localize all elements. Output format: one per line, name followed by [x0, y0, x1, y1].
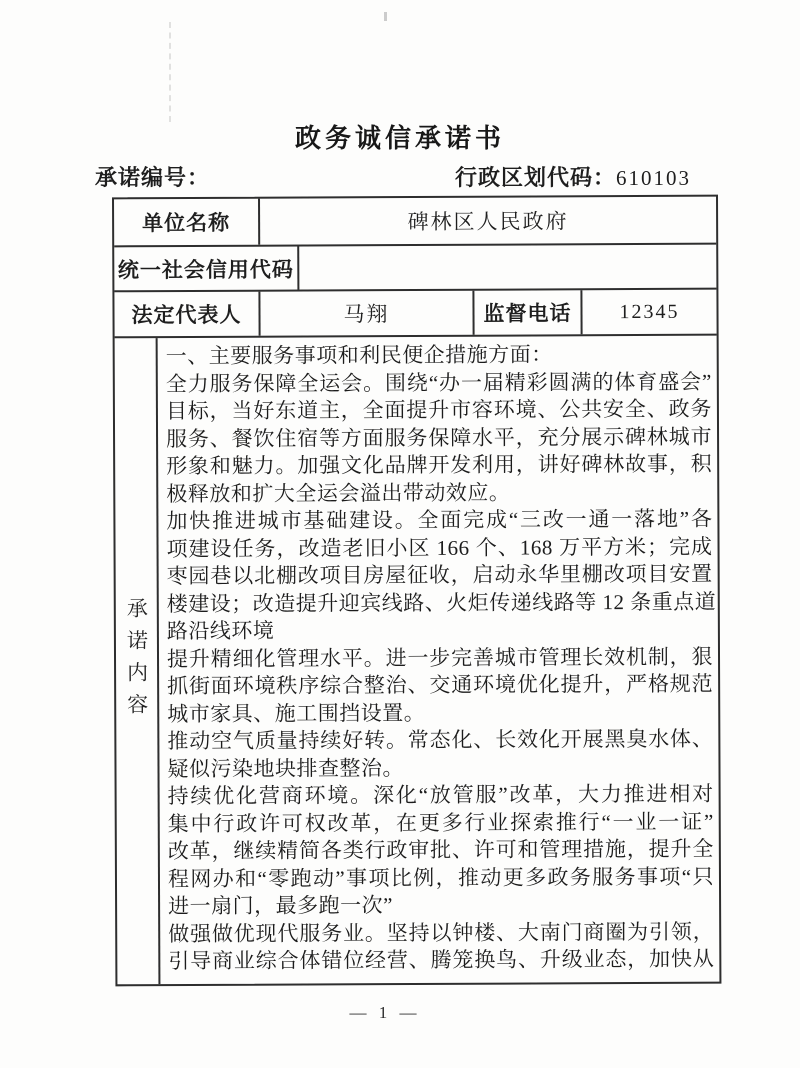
- content-line: 做强做优现代服务业。坚持以钟楼、大南门商圈为引领，: [168, 919, 715, 946]
- commitment-number-label: 承诺编号：: [95, 165, 211, 190]
- content-line: 程网办和“零跑动”事项比例，推动更多政务服务事项“只: [167, 864, 715, 891]
- page-number: — 1 —: [349, 1003, 421, 1022]
- content-line: 极释放和扩大全运会溢出带动效应。: [166, 480, 511, 506]
- legal-representative-value: 马翔: [260, 291, 474, 336]
- content-line: 疑似污染地块排查整治。: [167, 755, 405, 781]
- content-line: 集中行政许可权改革，在更多行业探索推行“一业一证”: [167, 809, 714, 836]
- table-row-legal-representative: [114, 290, 716, 339]
- credit-code-label: 统一社会信用代码: [114, 247, 299, 291]
- content-line: 枣园巷以北棚改项目房屋征收，启动永华里棚改项目安置: [166, 561, 713, 589]
- admin-division-code-value: 610103: [616, 166, 692, 190]
- content-line: 引导商业综合体错位经营、腾笼换鸟、升级业态，加快从: [168, 946, 715, 974]
- commitment-content-label: 承诺内容: [124, 597, 149, 726]
- content-line: 楼建设；改造提升迎宾线路、火炬传递线路等 12 条重点道: [166, 589, 717, 616]
- content-line: 全力服务保障全运会。围绕“办一届精彩圆满的体育盛会”: [165, 369, 712, 396]
- content-line: 城市家具、施工围挡设置。: [167, 700, 426, 726]
- supervision-phone-value: 12345: [619, 300, 680, 323]
- content-line: 加快推进城市基础建设。全面完成“三改一通一落地”各: [166, 506, 713, 534]
- document-header-line: [95, 161, 715, 193]
- content-line: 一、主要服务事项和利民便企措施方面：: [165, 342, 553, 369]
- content-line: 项建设任务，改造老旧小区 166 个、168 万平方米；完成: [166, 534, 713, 561]
- supervision-phone-label: 监督电话: [474, 290, 582, 334]
- admin-division-code: [455, 161, 691, 192]
- admin-division-code-label: 行政区划代码：: [455, 165, 617, 190]
- legal-representative-label: 法定代表人: [114, 292, 260, 337]
- content-line: 抓街面环境秩序综合整治、交通环境优化提升，严格规范: [167, 671, 714, 699]
- content-line: 提升精细化管理水平。进一步完善城市管理长效机制，狠: [166, 644, 714, 671]
- unit-name-label: 单位名称: [114, 199, 260, 246]
- content-line: 推动空气质量持续好转。常态化、长效化开展黑臭水体、: [167, 726, 714, 754]
- content-line: 目标，当好东道主，全面提升市容环境、公共安全、政务: [165, 396, 712, 424]
- unit-name-value: 碑林区人民政府: [407, 210, 569, 235]
- scan-artifact-dashes: [169, 22, 171, 122]
- commitment-info-table: [112, 195, 721, 987]
- table-row-credit-code: [114, 245, 716, 293]
- content-line: 改革，继续精简各类行政审批、许可和管理措施，提升全: [167, 836, 714, 864]
- commitment-content-text: [158, 336, 720, 984]
- content-line: 进一扇门，最多跑一次”: [168, 893, 393, 919]
- table-row-unit-name: [114, 197, 716, 248]
- page-title: 政务诚信承诺书: [294, 123, 505, 153]
- table-row-commitment-content: [115, 336, 720, 985]
- credit-code-value: [299, 245, 716, 290]
- content-line: 路沿线环境: [166, 618, 275, 644]
- scan-artifact-dot: [384, 12, 387, 21]
- content-line: 持续优化营商环境。深化“放管服”改革，大力推进相对: [167, 781, 714, 809]
- commitment-content-label-cell: [115, 338, 161, 984]
- content-line: 服务、餐饮住宿等方面服务保障水平，充分展示碑林城市: [166, 424, 713, 451]
- content-line: 形象和魅力。加强文化品牌开发利用，讲好碑林故事，积: [166, 451, 713, 479]
